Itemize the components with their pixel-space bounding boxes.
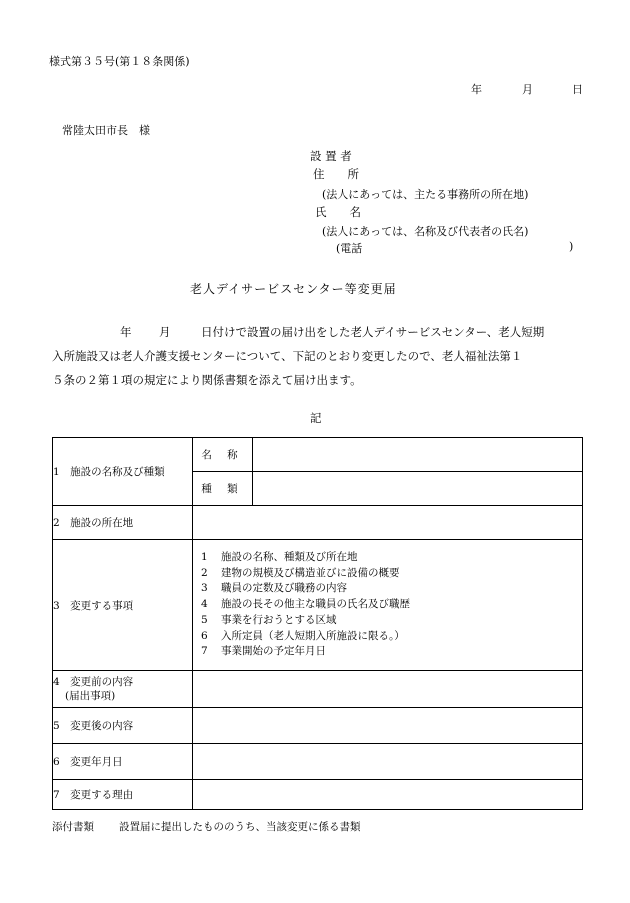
facility-type-field[interactable] (253, 472, 583, 506)
row1-label: 1 施設の名称及び種類 (53, 438, 193, 506)
date-year: 年 (471, 83, 482, 96)
body-line1: 日付けで設置の届け出をした老人デイサービスセンター、老人短期 (201, 325, 545, 339)
row3-label: 3 変更する事項 (53, 540, 193, 671)
row5-label: 5 変更後の内容 (53, 708, 193, 744)
list-item: 7 事業開始の予定年月日 (201, 645, 326, 658)
table-row (53, 780, 583, 810)
table-row (53, 708, 583, 744)
after-content-field[interactable] (193, 708, 583, 744)
list-item: 5 事業を行おうとする区域 (201, 613, 337, 626)
table-row (53, 744, 583, 780)
table-row (53, 506, 583, 540)
body-line3: ５条の２第１項の規定により関係書類を添えて届け出ます。 (52, 373, 362, 387)
row4-sublabel: (届出事項) (65, 690, 116, 702)
address-note: (法人にあっては、主たる事務所の所在地) (322, 188, 529, 201)
change-date-field[interactable] (193, 744, 583, 780)
phone-close: ) (569, 240, 574, 253)
body-month: 月 (159, 325, 171, 339)
body-year: 年 (120, 325, 132, 339)
list-item: 6 入所定員（老人短期入所施設に限る。） (201, 629, 405, 642)
date-month: 月 (522, 83, 533, 96)
list-item: 3 職員の定数及び職務の内容 (201, 582, 347, 595)
row4-label-cell (53, 671, 193, 708)
list-item: 2 建物の規模及び構造並びに設備の概要 (201, 566, 400, 579)
row7-label: 7 変更する理由 (53, 780, 193, 810)
attachment-text: 設置届に提出したもののうち、当該変更に係る書類 (119, 821, 361, 833)
form-number: 様式第３５号(第１８条関係) (49, 55, 190, 68)
list-item: 4 施設の長その他主な職員の氏名及び職歴 (201, 598, 410, 611)
address-label: 住 所 (313, 167, 359, 181)
row6-label: 6 変更年月日 (53, 744, 193, 780)
table-row (53, 438, 583, 472)
date-day: 日 (572, 83, 583, 96)
facility-address-field[interactable] (193, 506, 583, 540)
name-sub-label: 名 称 (193, 438, 253, 472)
attachment-label: 添付書類 (52, 821, 94, 833)
facility-name-field[interactable] (253, 438, 583, 472)
name-note: (法人にあっては、名称及び代表者の氏名) (322, 225, 529, 238)
type-sub-label: 種 類 (193, 472, 253, 506)
table-row (53, 540, 583, 671)
change-items-list (193, 544, 582, 667)
row2-label: 2 施設の所在地 (53, 506, 193, 540)
row4-label: 4 変更前の内容 (53, 676, 134, 688)
before-content-field[interactable] (193, 671, 583, 708)
table-row (53, 671, 583, 708)
addressee: 常陸太田市長 様 (62, 124, 150, 137)
phone-open: (電話 (336, 242, 363, 255)
name-label: 氏 名 (315, 205, 361, 219)
body-line2: 入所施設又は老人介護支援センターについて、下記のとおり変更したので、老人福祉法第１ (52, 349, 523, 363)
change-items-cell (193, 540, 583, 671)
list-item: 1 施設の名称、種類及び所在地 (201, 550, 358, 563)
change-reason-field[interactable] (193, 780, 583, 810)
document-title: 老人デイサービスセンター等変更届 (190, 282, 397, 296)
applicant-heading: 設 置 者 (310, 149, 352, 163)
ki-heading: 記 (310, 411, 322, 425)
change-form-table (52, 437, 583, 810)
